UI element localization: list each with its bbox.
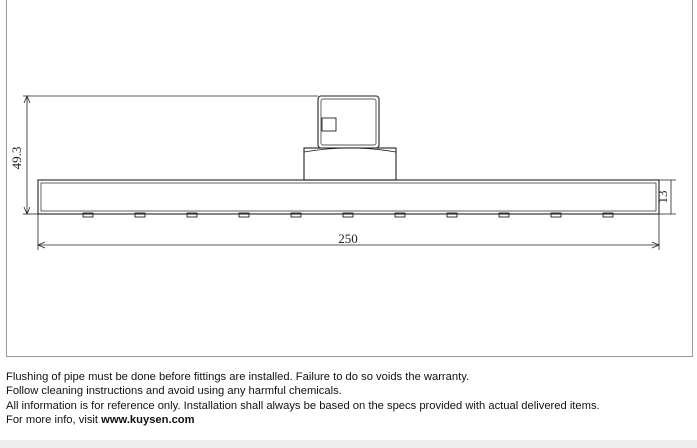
connector-collar (304, 148, 396, 180)
notes-section (6, 370, 692, 428)
connector-nut (318, 96, 379, 148)
note-flushing: Flushing of pipe must be done before fittings are installed. Failure to do so voids the warranty. (6, 371, 470, 383)
dim-width-label: 250 (338, 231, 358, 246)
bottom-strip (0, 440, 697, 448)
note-more-info (6, 413, 692, 427)
technical-drawing (7, 0, 694, 357)
more-info-prefix: For more info, visit (6, 414, 102, 427)
website-link[interactable]: www.kuysen.com (101, 414, 195, 427)
dim-thickness-label: 13 (655, 190, 670, 204)
note-cleaning: Follow cleaning instructions and avoid using any harmful chemicals. (6, 385, 342, 398)
shower-head-plate (38, 180, 659, 214)
dim-height-label: 49.3 (9, 146, 24, 170)
drawing-frame (6, 0, 693, 357)
height-dimension (23, 96, 318, 214)
note-reference: All information is for reference only. Installation shall always be based on the specs provided with actual delivered items. (6, 399, 600, 412)
